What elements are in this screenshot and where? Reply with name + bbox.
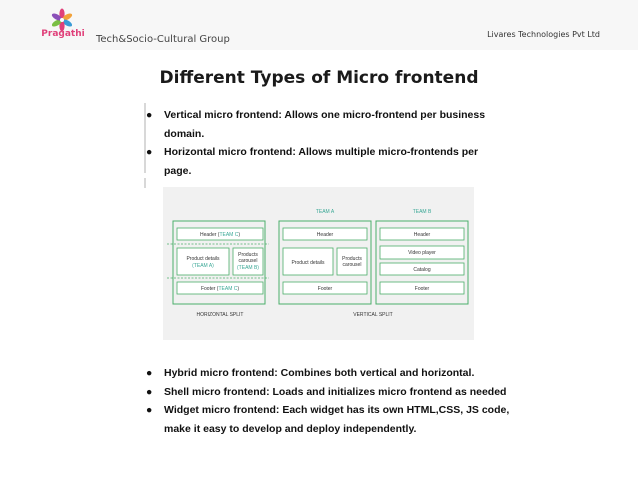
list-item — [146, 401, 509, 438]
page-title: Different Types of Micro frontend — [159, 68, 479, 88]
bullet-list-top — [146, 106, 485, 180]
h-header-label: Header (TEAM C) — [199, 232, 241, 238]
list-item-line: make it easy to develop and deploy independently. — [164, 422, 417, 435]
bullet-icon: ● — [146, 404, 153, 416]
h-carousel-line1: Products — [238, 252, 258, 258]
team-a-label: TEAM A — [315, 209, 335, 215]
vertical-split-caption: VERTICAL SPLIT — [353, 312, 393, 318]
vb-catalog-label: Catalog — [413, 267, 431, 273]
h-carousel-team: (TEAM B) — [237, 265, 259, 271]
bullet-icon: ● — [146, 385, 153, 398]
company-name: Livares Technologies Pvt Ltd — [487, 30, 600, 39]
bullet-icon: ● — [146, 109, 153, 121]
list-item — [146, 106, 485, 143]
list-item-line: Hybrid micro frontend: Combines both vertical and horizontal. — [164, 367, 475, 379]
vertical-split-team-b — [376, 221, 468, 304]
va-footer-label: Footer — [317, 286, 333, 292]
va-carousel-line2: carousel — [342, 262, 362, 268]
h-carousel-line2: carousel — [238, 258, 258, 264]
va-product-details-label: Product details — [291, 260, 325, 266]
list-item — [146, 364, 509, 383]
list-item-line: Shell micro frontend: Loads and initializes micro frontend as needed — [164, 385, 507, 398]
vb-video-label: Video player — [408, 250, 436, 256]
list-item-line: page. — [164, 164, 192, 177]
list-item — [146, 143, 485, 180]
vb-footer-label: Footer — [414, 286, 430, 292]
vb-header-label: Header — [413, 232, 431, 238]
va-carousel-line1: Products — [342, 256, 362, 262]
bullet-list-bottom — [146, 364, 509, 438]
pragathi-logo-icon — [38, 7, 86, 47]
team-b-label: TEAM B — [412, 209, 432, 215]
h-footer-label: Footer (TEAM C) — [200, 286, 240, 292]
vertical-split-team-a — [279, 221, 371, 304]
list-item-line: domain. — [164, 127, 205, 140]
list-item-line: Horizontal micro frontend: Allows multiple micro-frontends per — [164, 146, 479, 158]
list-item-line: Widget micro frontend: Each widget has its own HTML,CSS, JS code, — [164, 404, 510, 416]
horizontal-split-caption: HORIZONTAL SPLIT — [196, 312, 244, 318]
bullet-icon: ● — [146, 367, 153, 379]
logo-text: Pragathi — [41, 29, 85, 39]
micro-frontend-diagram — [163, 187, 474, 340]
h-product-details-team: (TEAM A) — [192, 263, 214, 269]
group-name: Tech&Socio-Cultural Group — [96, 34, 230, 45]
horizontal-split-group — [167, 221, 269, 318]
va-header-label: Header — [316, 232, 334, 238]
list-item — [146, 383, 509, 402]
h-product-details-label: Product details — [186, 256, 220, 262]
page-header — [0, 0, 638, 50]
list-item-line: Vertical micro frontend: Allows one micro-frontend per business — [164, 109, 486, 121]
bullet-icon: ● — [146, 146, 153, 158]
